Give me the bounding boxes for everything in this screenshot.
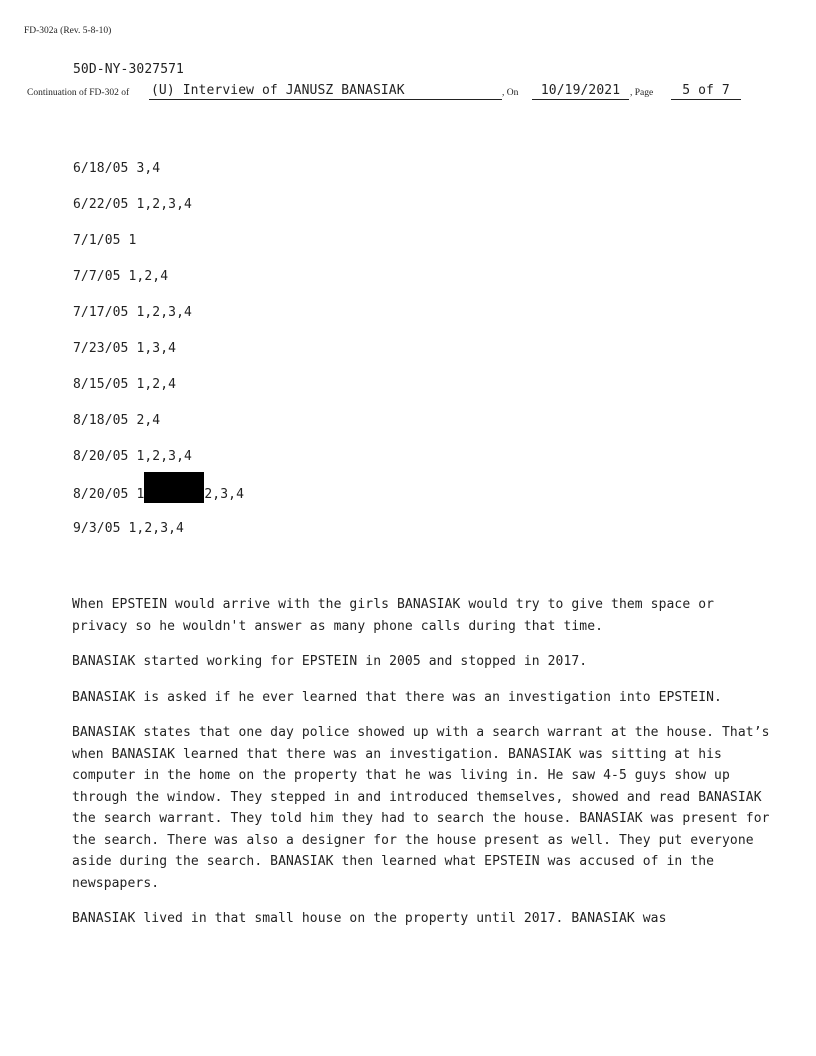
list-item — [73, 198, 244, 234]
list-item — [73, 378, 244, 414]
entry-codes: 2,4 — [136, 413, 161, 428]
entry-date: 9/3/05 — [73, 521, 121, 536]
continuation-label: Continuation of FD-302 of — [27, 88, 130, 98]
entry-codes: 1 — [128, 233, 137, 248]
entry-date: 6/22/05 — [73, 197, 129, 212]
entry-codes-after-redaction: 2,3,4 — [204, 487, 245, 502]
paragraph: When EPSTEIN would arrive with the girls BANASIAK would try to give them space or privacy so he wouldn't answer as many phone calls during that time. — [72, 597, 715, 634]
entry-codes: 1,2,4 — [128, 269, 169, 284]
paragraph: BANASIAK is asked if he ever learned that there was an investigation into EPSTEIN. — [72, 689, 722, 705]
form-id: FD-302a (Rev. 5-8-10) — [24, 26, 112, 36]
case-number: 50D-NY-3027571 — [73, 62, 184, 77]
date-entries-list — [73, 162, 244, 558]
entry-date: 7/23/05 — [73, 341, 129, 356]
entry-codes: 1,2,3,4 — [136, 197, 192, 212]
subject-field: (U) Interview of JANUSZ BANASIAK — [149, 83, 502, 100]
list-item — [73, 414, 244, 450]
list-item — [73, 234, 244, 270]
redaction-block — [144, 472, 204, 503]
paragraph: BANASIAK lived in that small house on the property until 2017. BANASIAK was — [72, 911, 667, 926]
page-label: , Page — [630, 88, 654, 98]
entry-codes: 3,4 — [136, 161, 161, 176]
entry-date: 7/1/05 — [73, 233, 121, 248]
entry-codes: 1,2,3,4 — [136, 305, 192, 320]
on-label: , On — [502, 88, 519, 98]
list-item — [73, 270, 244, 306]
entry-date: 6/18/05 — [73, 161, 129, 176]
entry-codes: 1,2,3,4 — [128, 521, 184, 536]
list-item — [73, 162, 244, 198]
entry-date: 7/7/05 — [73, 269, 121, 284]
continuation-header — [27, 83, 787, 101]
entry-codes-before-redaction: 1 — [136, 487, 145, 502]
narrative-body — [72, 594, 772, 944]
entry-date: 8/15/05 — [73, 377, 129, 392]
list-item — [73, 342, 244, 378]
entry-date: 7/17/05 — [73, 305, 129, 320]
page-number-field: 5 of 7 — [671, 83, 741, 100]
list-item — [73, 486, 244, 522]
date-field: 10/19/2021 — [532, 83, 629, 100]
paragraph: BANASIAK states that one day police showed up with a search warrant at the house. That’s when BANASIAK learned that there was an investigation. BANASIAK was sitting at his computer in the home on the property that he was living in. He saw 4-5 guys show up through the window. They stepped in and introduced themselves, showed and read BANASIAK the search warrant. They told him they had to search the house. BANASIAK was present for the search. There was also a designer for the house present as well. They put everyone aside during the search. BANASIAK then learned what EPSTEIN was accused of in the newspapers. — [72, 725, 770, 891]
list-item — [73, 306, 244, 342]
list-item — [73, 522, 244, 558]
paragraph: BANASIAK started working for EPSTEIN in 2005 and stopped in 2017. — [72, 654, 588, 669]
entry-date: 8/20/05 — [73, 487, 129, 502]
entry-date: 8/20/05 — [73, 449, 129, 464]
entry-codes: 1,2,4 — [136, 377, 177, 392]
entry-date: 8/18/05 — [73, 413, 129, 428]
entry-codes: 1,3,4 — [136, 341, 177, 356]
entry-codes: 1,2,3,4 — [136, 449, 192, 464]
